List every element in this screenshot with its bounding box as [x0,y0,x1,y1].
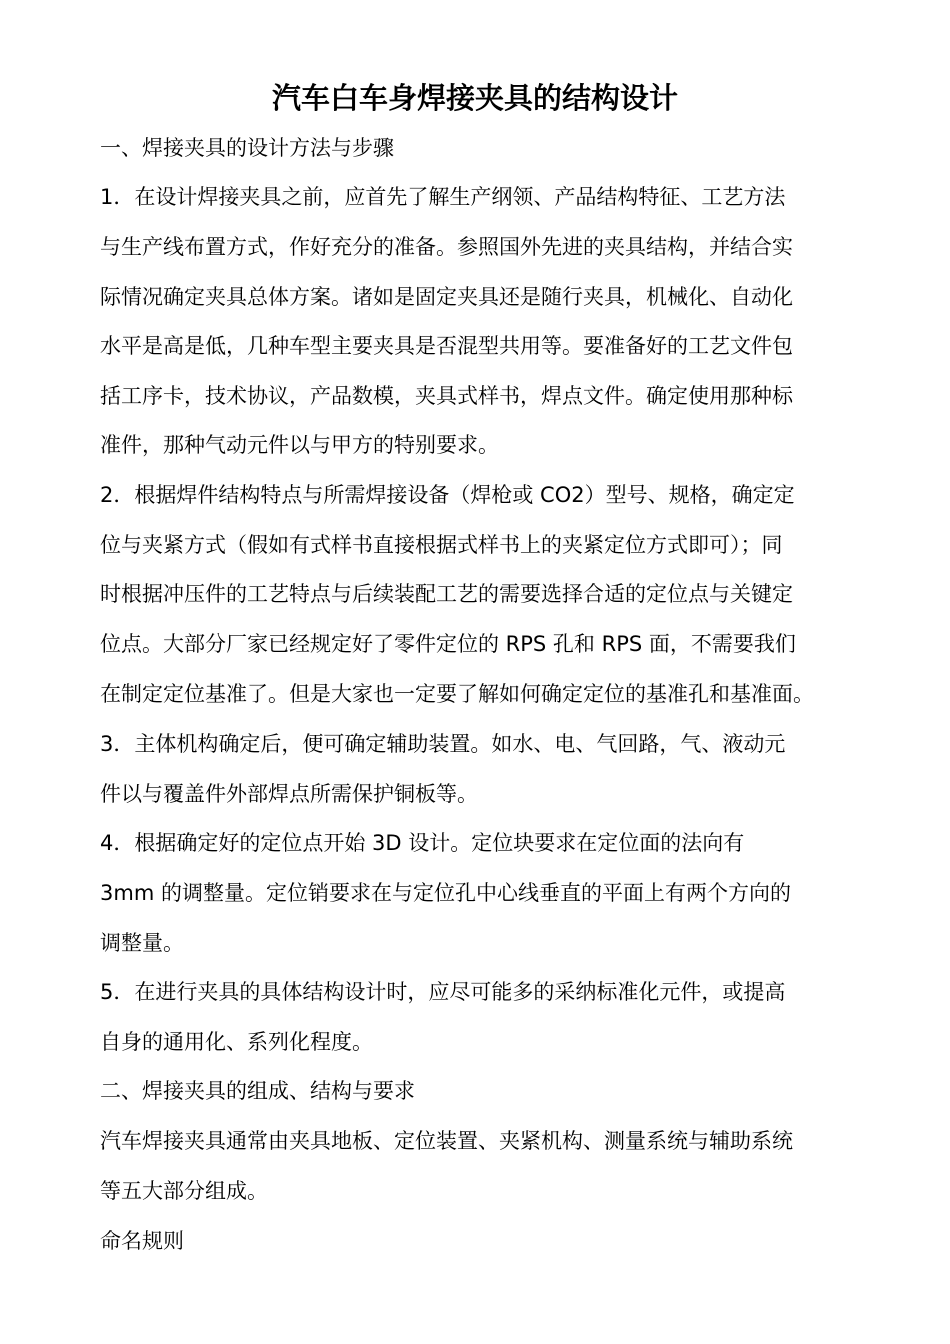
paragraph-line: 在制定定位基准了。但是大家也一定要了解如何确定定位的基准孔和基准面。 [100,682,814,706]
paragraph-line: 1．在设计焊接夹具之前，应首先了解生产纲领、产品结构特征、工艺方法 [100,185,786,209]
paragraph-line: 自身的通用化、系列化程度。 [100,1030,373,1054]
subheading: 命名规则 [100,1229,184,1253]
paragraph-line: 括工序卡，技术协议，产品数模，夹具式样书，焊点文件。确定使用那种标 [100,384,793,408]
paragraph-line: 水平是高是低，几种车型主要夹具是否混型共用等。要准备好的工艺文件包 [100,334,793,358]
paragraph-line: 准件，那种气动元件以与甲方的特别要求。 [100,433,499,457]
section-heading-2: 二、焊接夹具的组成、结构与要求 [100,1079,415,1103]
paragraph-line: 位与夹紧方式（假如有式样书直接根据式样书上的夹紧定位方式即可）；同 [100,533,783,557]
paragraph-line: 5．在进行夹具的具体结构设计时，应尽可能多的采纳标准化元件，或提高 [100,980,786,1004]
paragraph-line: 际情况确定夹具总体方案。诸如是固定夹具还是随行夹具，机械化、自动化 [100,285,793,309]
paragraph-line: 汽车焊接夹具通常由夹具地板、定位装置、夹紧机构、测量系统与辅助系统 [100,1129,793,1153]
paragraph-line: 3．主体机构确定后，便可确定辅助装置。如水、电、气回路，气、液动元 [100,732,786,756]
paragraph-line: 件以与覆盖件外部焊点所需保护铜板等。 [100,782,478,806]
paragraph-line: 2．根据焊件结构特点与所需焊接设备（焊枪或 CO2）型号、规格，确定定 [100,483,795,507]
paragraph-line: 调整量。 [100,931,184,955]
paragraph-line: 时根据冲压件的工艺特点与后续装配工艺的需要选择合适的定位点与关键定 [100,582,793,606]
paragraph-line: 3mm 的调整量。定位销要求在与定位孔中心线垂直的平面上有两个方向的 [100,881,791,905]
paragraph-line: 与生产线布置方式，作好充分的准备。参照国外先进的夹具结构，并结合实 [100,235,793,259]
paragraph-line: 4．根据确定好的定位点开始 3D 设计。定位块要求在定位面的法向有 [100,831,745,855]
section-heading-1: 一、焊接夹具的设计方法与步骤 [100,136,394,160]
document-title: 汽车白车身焊接夹具的结构设计 [271,81,678,115]
paragraph-line: 位点。大部分厂家已经规定好了零件定位的 RPS 孔和 RPS 面，不需要我们 [100,632,796,656]
paragraph-line: 等五大部分组成。 [100,1179,268,1203]
